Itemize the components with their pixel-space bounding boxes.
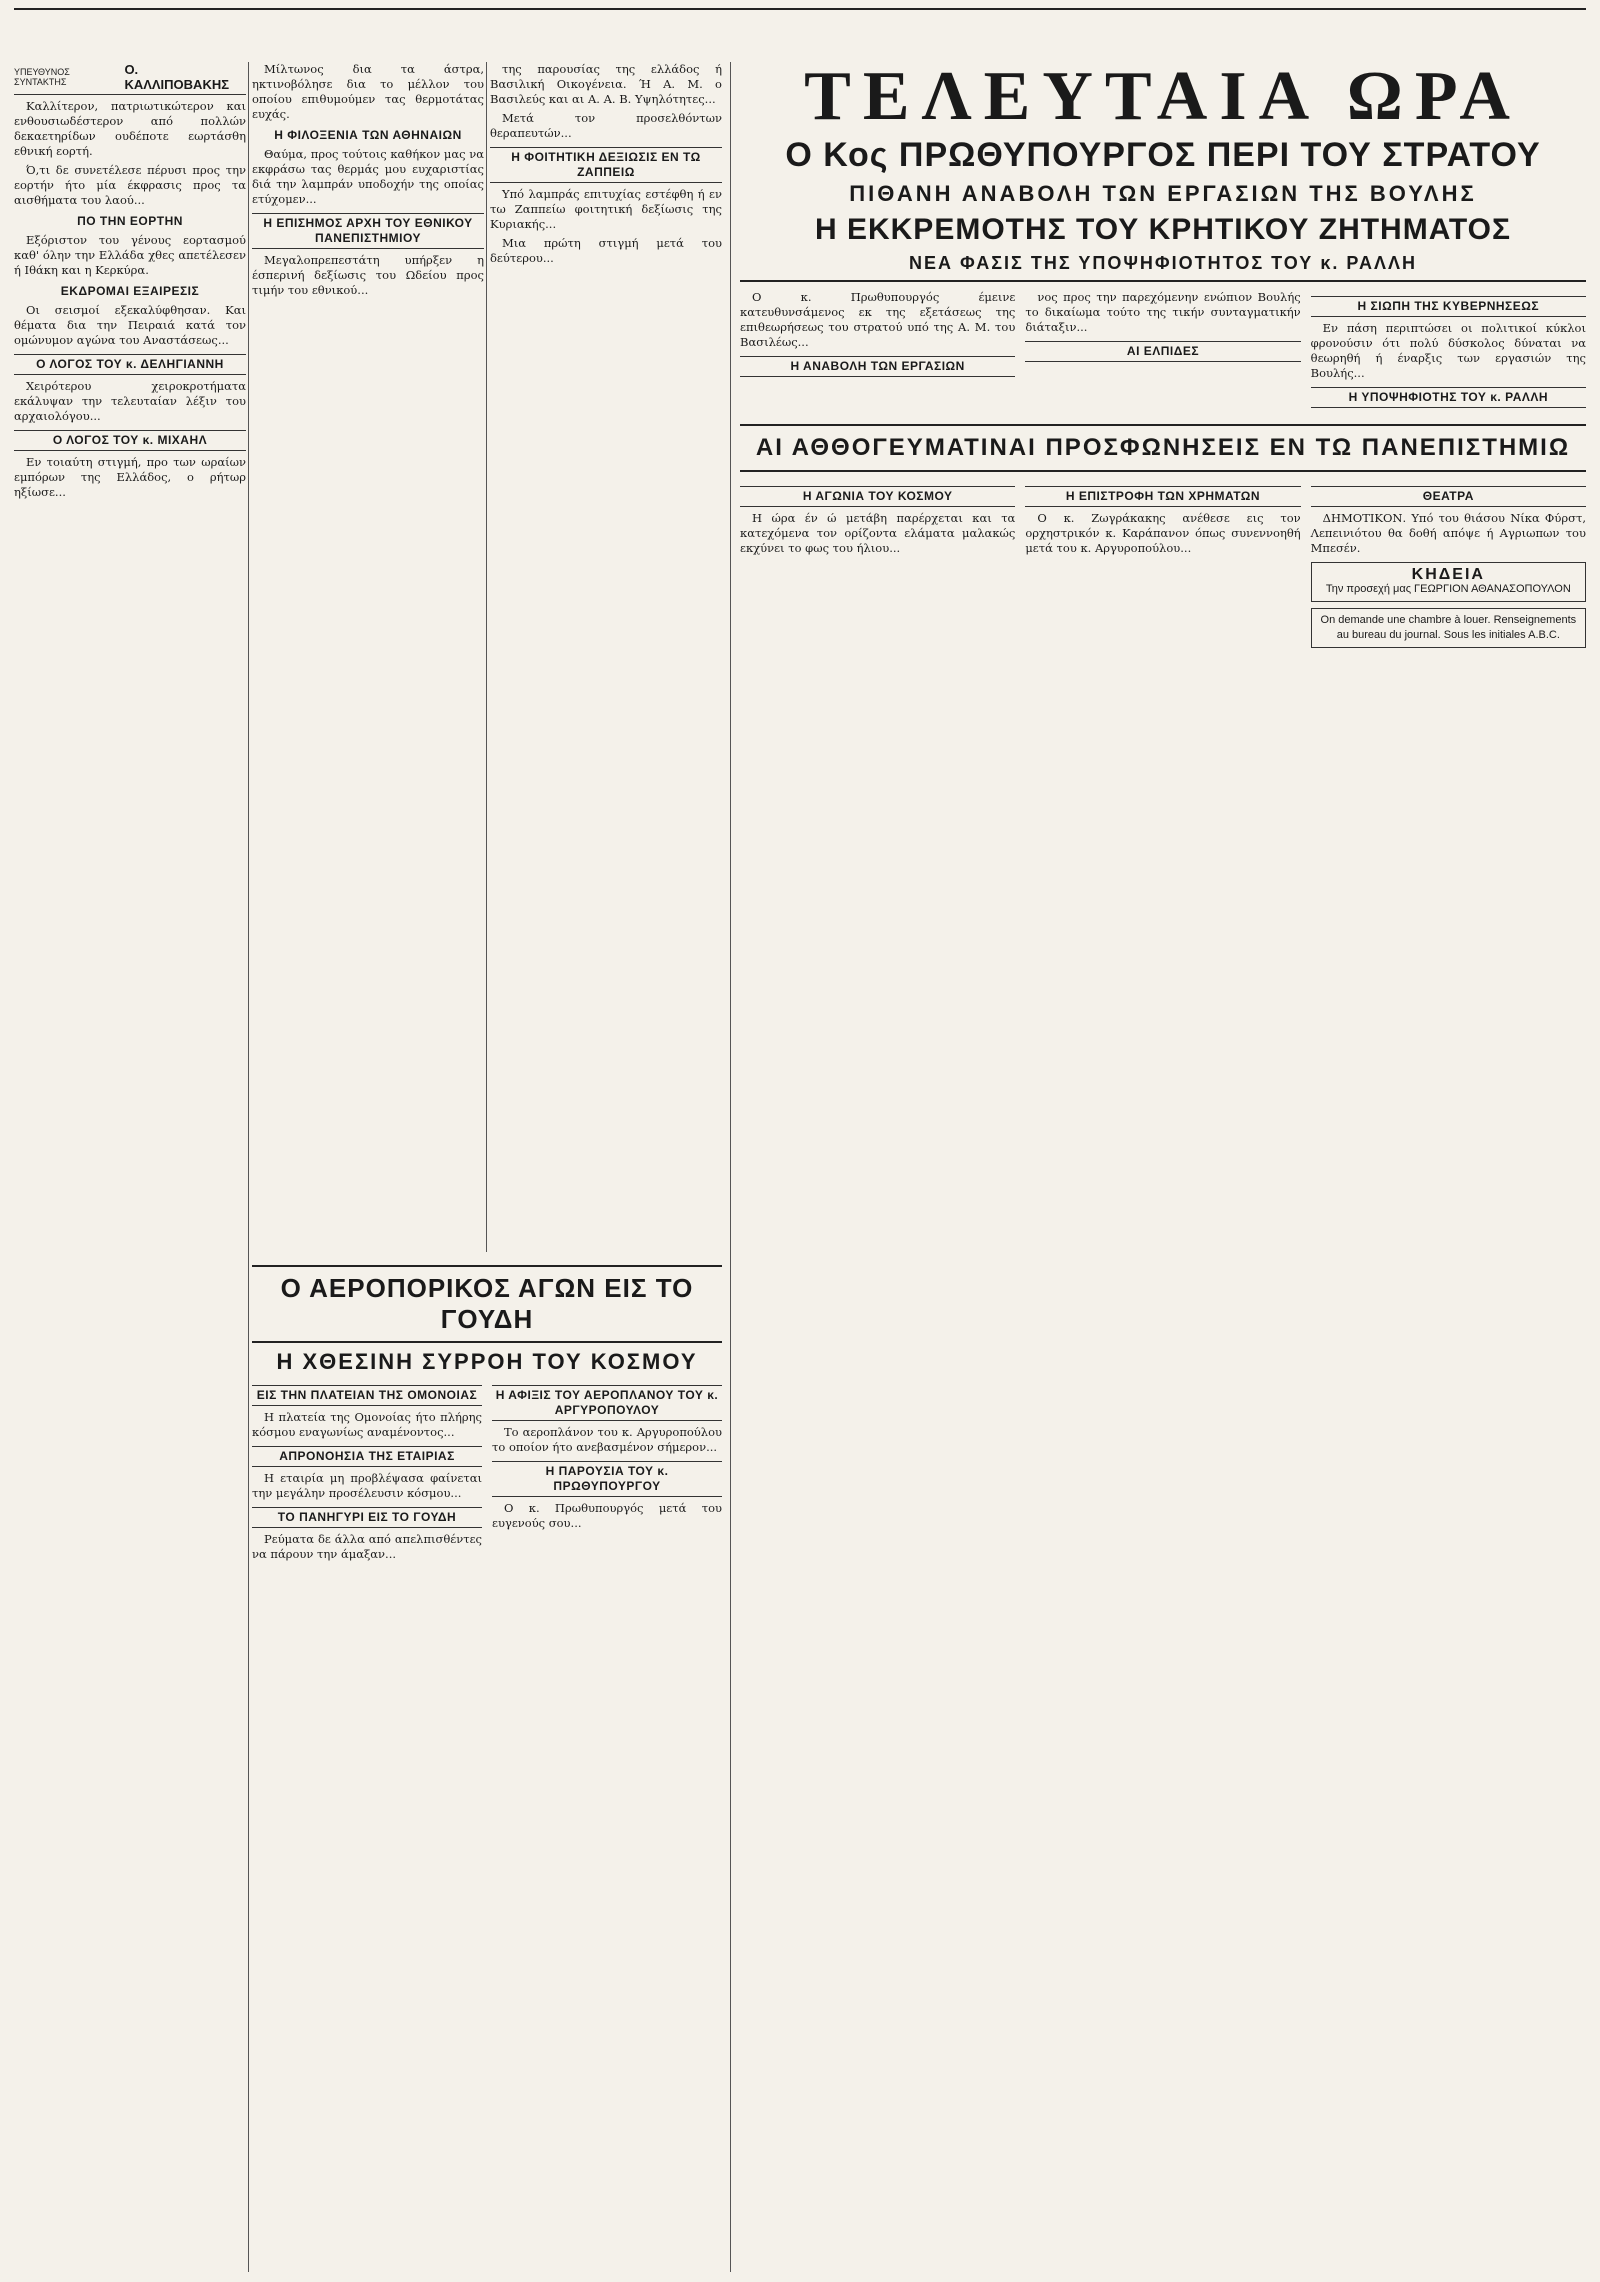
- col2-p3: Μεγαλοπρεπεστάτη υπήρξεν η έσπερινή δεξίωσις του Ωδείου προς τιμήν του εθνικού...: [252, 253, 484, 297]
- right-c2-head: ΑΙ ΕΛΠΙΔΕΣ: [1025, 341, 1300, 362]
- col1-head-b: ΕΚΔΡΟΜΑΙ ΕΞΑΙΡΕΣΙΣ: [60, 284, 200, 298]
- right-c2: νος προς την παρεχόμενην ενώπιον Βουλής το δικαίωμα τούτο της τικήν συνταγματικήν διάταξιν...: [1025, 290, 1301, 334]
- pm-army-headline: Ο Κος ΠΡΩΘΥΠΟΥΡΓΟΣ ΠΕΡΙ ΤΟΥ ΣΤΡΑΤΟΥ: [785, 136, 1541, 174]
- editor-name: Ο. ΚΑΛΛΙΠΟΒΑΚΗΣ: [124, 62, 230, 92]
- lower2-text: Ο κ. Ζωγράκακης ανέθεσε εις τον ορχηστρικόν κ. Καράπανον όπως συνεννοηθή μετά του κ. Αργυροπούλου...: [1025, 511, 1301, 555]
- col3-p4: Μια πρώτη στιγμή μετά του δεύτερου...: [490, 236, 722, 265]
- top-rule: [14, 8, 1586, 10]
- airshow-title: Ο ΑΕΡΟΠΟΡΙΚΟΣ ΑΓΩΝ ΕΙΣ ΤΟ ΓΟΥΔΗ: [252, 1265, 722, 1343]
- ralli-headline: ΝΕΑ ΦΑΣΙΣ ΤΗΣ ΥΠΟΨΗΦΙΟΤΗΤΟΣ ΤΟΥ κ. ΡΑΛΛΗ: [740, 253, 1586, 282]
- theatre-head: ΘΕΑΤΡΑ: [1311, 486, 1586, 507]
- right-columns: [740, 290, 1586, 412]
- col1-p3: Οι σεισμοί εξεκαλύφθησαν. Και θέματα δια την Πειραιά κατά τον ομώνυμον αγώνα του Αναστάσεως...: [14, 303, 246, 347]
- col1-p2: Εξόριστον του γένους εορτασμού καθ' όλην την Ελλάδα χθες απετέλεσεν ή Ιθάκη και η Κερκύρα.: [14, 233, 246, 277]
- right-c1: Ο κ. Πρωθυπουργός έμεινε κατευθυνσάμενος εκ της εξετάσεως της επιθεωρήσεως του στρατού υπό της Α. Μ. του Βασιλέως...: [740, 290, 1016, 349]
- parliament-headline: ΠΙΘΑΝΗ ΑΝΑΒΟΛΗ ΤΩΝ ΕΡΓΑΣΙΩΝ ΤΗΣ ΒΟΥΛΗΣ: [849, 181, 1477, 206]
- airshow-subtitle: Η ΧΘΕΣΙΝΗ ΣΥΡΡΟΗ ΤΟΥ ΚΟΣΜΟΥ: [276, 1349, 698, 1374]
- right-c3-head: Η ΣΙΩΠΗ ΤΗΣ ΚΥΒΕΡΝΗΣΕΩΣ: [1311, 296, 1586, 317]
- lower1-text: Η ώρα έν ώ μετάβη παρέρχεται και τα κατεχόμενα τον ορίζοντα ελάματα μαλακώς εκχύνει το φως του ήλιου...: [740, 511, 1016, 555]
- column-1-text: [14, 99, 246, 500]
- col1-head-a: ΠΟ ΤΗΝ ΕΟΡΤΗΝ: [77, 214, 183, 228]
- funeral-text: Την προσεχή μας ΓΕΩΡΓΙΟΝ ΑΘΑΝΑΣΟΠΟΥΛΟΝ: [1325, 583, 1571, 595]
- theatre-text: ΔΗΜΟΤΙΚΟΝ. Υπό του θιάσου Νίκα Φύρστ, Λεπεινιότου θα δοθή απόψε ή Αγριωπων του Μπεσέν.: [1310, 511, 1586, 555]
- col2-head-c: ΕΙΣ ΤΗΝ ΠΛΑΤΕΙΑΝ ΤΗΣ ΟΜΟΝΟΙΑΣ: [252, 1385, 482, 1406]
- col3-p5: Το αεροπλάνον του κ. Αργυροπούλου το οποίον ήτο ανεβασμένον σήμερον...: [492, 1425, 722, 1454]
- col1-p5: Εν τοιαύτη στιγμή, προ των ωραίων εμπόρων της Ελλάδος, ο ρήτωρ ηξίωσε...: [14, 455, 246, 499]
- col2-head-e: ΤΟ ΠΑΝΗΓΥΡΙ ΕΙΣ ΤΟ ΓΟΥΔΗ: [252, 1507, 482, 1528]
- cretan-headline: Η ΕΚΚΡΕΜΟΤΗΣ ΤΟΥ ΚΡΗΤΙΚΟΥ ΖΗΤΗΜΑΤΟΣ: [814, 213, 1512, 246]
- lower-columns: [740, 480, 1586, 654]
- col1-p4: Χειρότερου χειροκροτήματα εκάλυψαν την τελευταίαν λέξιν του αρχαιολόγου...: [14, 379, 246, 423]
- col2-p5: Η εταιρία μη προβλέψασα φαίνεται την μεγάλην προσέλευσιν κόσμου...: [252, 1471, 482, 1500]
- col3-p2: Μετά τον προσελθόντων θεραπευτών...: [490, 111, 722, 140]
- col2-p2: Θαύμα, προς τούτοις καθήκον μας να εκφράσω τας θερμάς μου ευχαριστίας διά την λαμπράν υποδοχήν της οποίας ετύχομεν...: [252, 147, 484, 206]
- right-c1-head: Η ΑΝΑΒΟΛΗ ΤΩΝ ΕΡΓΑΣΙΩΝ: [740, 356, 1015, 377]
- editor-label: ΥΠΕΥΘΥΝΟΣ ΣΥΝΤΑΚΤΗΣ: [14, 67, 70, 87]
- col3-p6: Ο κ. Πρωθυπουργός μετά του ευγενούς σου...: [492, 1501, 722, 1530]
- airshow-article: [252, 1265, 722, 1566]
- university-band: ΑΙ ΑΘΘΟΓΕΥΜΑΤΙΝΑΙ ΠΡΟΣΦΩΝΗΣΕΙΣ ΕΝ ΤΩ ΠΑΝΕΠΙΣΤΗΜΙΩ: [740, 424, 1586, 472]
- col2-p4: Η πλατεία της Ομονοίας ήτο πλήρης κόσμου εναγωνίως αναμένοντος...: [252, 1410, 482, 1439]
- column-divider: [248, 62, 249, 2272]
- col1-head-c: Ο ΛΟΓΟΣ ΤΟΥ κ. ΔΕΛΗΓΙΑΝΝΗ: [14, 354, 246, 375]
- col3-p3: Υπό λαμπράς επιτυχίας εστέφθη ή εν τω Ζαππείω φοιτητική δεξίωσις της Κυριακής...: [490, 187, 722, 231]
- lower1-head: Η ΑΓΩΝΙΑ ΤΟΥ ΚΟΣΜΟΥ: [740, 486, 1015, 507]
- col3-p1: της παρουσίας της ελλάδος ή Βασιλική Οικογένεια. Ή Α. Μ. ο Βασιλεύς και αι Α. Α. Β. Υψηλότητες...: [490, 62, 722, 106]
- col2-head-a: Η ΦΙΛΟΞΕΝΙΑ ΤΩΝ ΑΘΗΝΑΙΩΝ: [274, 128, 462, 142]
- funeral-title: ΚΗΔΕΙΑ: [1411, 566, 1485, 583]
- col2-p1: Μίλτωνος δια τα άστρα, ηκτινοβόλησε δια το μέλλον του οποίου επιθυμούμεν τας θερμοτάτας ευχάς.: [252, 62, 484, 121]
- col1-head-d: Ο ΛΟΓΟΣ ΤΟΥ κ. ΜΙΧΑΗΛ: [14, 430, 246, 451]
- col3-head-a: Η ΦΟΙΤΗΤΙΚΗ ΔΕΞΙΩΣΙΣ ΕΝ ΤΩ ΖΑΠΠΕΙΩ: [490, 147, 722, 183]
- last-hour-title: ΤΕΛΕΥΤΑΙΑ ΩΡΑ: [804, 58, 1522, 135]
- right-c3: Εν πάση περιπτώσει οι πολιτικοί κύκλοι φρονούσιν ότι πολύ δύσκολος δύναται να θεωρηθή ή έναρξις των εργασιών της Βουλής...: [1310, 321, 1586, 380]
- col2-p6: Ρεύματα δε άλλα από απελπισθέντες να πάρουν την άμαξαν...: [252, 1532, 482, 1561]
- col3-head-b: Η ΑΦΙΞΙΣ ΤΟΥ ΑΕΡΟΠΛΑΝΟΥ ΤΟΥ κ. ΑΡΓΥΡΟΠΟΥΛΟΥ: [492, 1385, 722, 1421]
- column-divider: [486, 62, 487, 1252]
- col3-head-c: Η ΠΑΡΟΥΣΙΑ ΤΟΥ κ. ΠΡΩΘΥΠΟΥΡΓΟΥ: [492, 1461, 722, 1497]
- col2-head-b: Η ΕΠΙΣΗΜΟΣ ΑΡΧΗ ΤΟΥ ΕΘΝΙΚΟΥ ΠΑΝΕΠΙΣΤΗΜΙΟΥ: [252, 213, 484, 249]
- right-c3-head2: Η ΥΠΟΨΗΦΙΟΤΗΣ ΤΟΥ κ. ΡΑΛΛΗ: [1311, 387, 1586, 408]
- column-3: [490, 62, 722, 1252]
- column-1: [14, 62, 246, 504]
- col2-head-d: ΑΠΡΟΝΟΗΣΙΑ ΤΗΣ ΕΤΑΙΡΙΑΣ: [252, 1446, 482, 1467]
- column-2: [252, 62, 484, 1252]
- funeral-notice: [1311, 562, 1586, 602]
- column-divider: [730, 62, 731, 2272]
- editor-box: [14, 62, 246, 95]
- room-notice: On demande une chambre à louer. Renseignements au bureau du journal. Sous les initiales A.B.C.: [1311, 608, 1586, 648]
- last-hour-section: [740, 58, 1586, 654]
- lower2-head: Η ΕΠΙΣΤΡΟΦΗ ΤΩΝ ΧΡΗΜΑΤΩΝ: [1025, 486, 1300, 507]
- col1-intro: Καλλίτερον, πατριωτικώτερον και ενθουσιωδέστερον από πολλών δεκαετηρίδων ουδέποτε εωρτάσθη εθνική εορτή.: [14, 99, 246, 158]
- col1-p1: Ό,τι δε συνετέλεσε πέρυσι προς την εορτήν ήτο μία έκφρασις προς τα αισθήματα του λαού...: [14, 163, 246, 207]
